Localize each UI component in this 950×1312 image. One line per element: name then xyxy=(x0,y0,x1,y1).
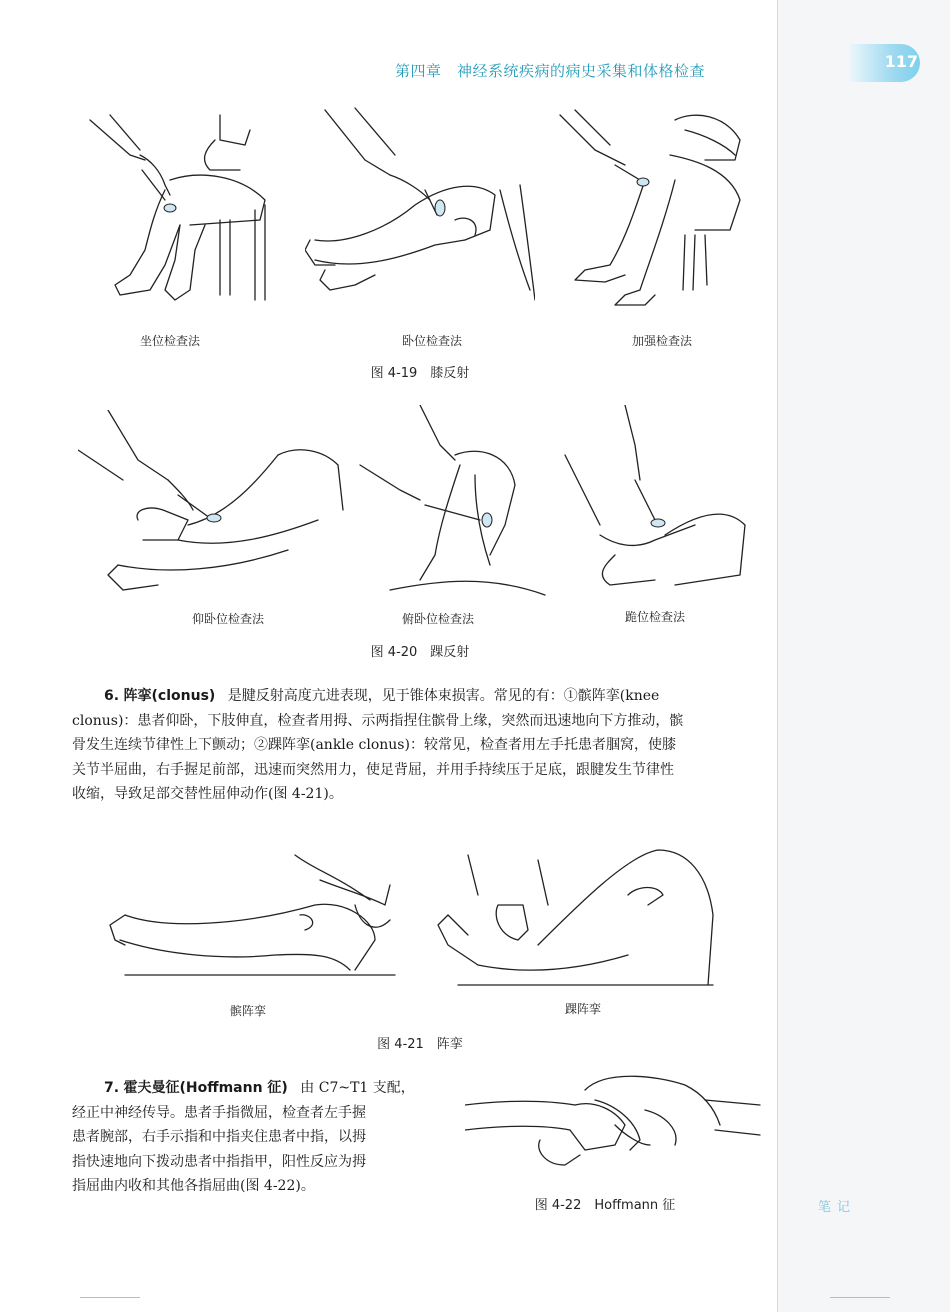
figure-4-19-reinforced xyxy=(555,100,755,315)
hoffmann-line: 由 C7~T1 支配， xyxy=(300,1080,415,1096)
page-number: 117 xyxy=(884,52,918,71)
hoffmann-number: 7. xyxy=(104,1080,120,1096)
footer-rule-left xyxy=(80,1297,140,1298)
hoffmann-line: 患者腕部，右手示指和中指夹住患者中指，以拇 xyxy=(72,1129,366,1145)
clonus-number: 6. xyxy=(104,688,120,704)
figure-4-19-seated xyxy=(70,100,280,315)
figure-4-21-patellar-clonus xyxy=(105,845,405,980)
fig-4-19-caption-supine: 卧位检查法 xyxy=(401,334,462,348)
hoffmann-line: 指屈曲内收和其他各指屈曲(图 4-22)。 xyxy=(72,1178,315,1194)
notes-label: 笔记 xyxy=(818,1200,857,1215)
clonus-line: clonus)：患者仰卧，下肢伸直，检查者用拇、示两指捏住髌骨上缘，突然而迅速地向下方推动，髌 xyxy=(72,712,684,729)
hoffmann-line: 经正中神经传导。患者手指微屈，检查者左手握 xyxy=(72,1104,366,1121)
fig-4-22-title: 图 4-22 Hoffmann 征 xyxy=(534,1198,676,1213)
fig-4-19-caption-reinforced: 加强检查法 xyxy=(631,334,692,348)
figure-4-20-supine xyxy=(78,410,348,605)
clonus-line: 收缩，导致足部交替性屈伸动作(图 4-21)。 xyxy=(72,786,343,802)
fig-4-20-caption-supine: 仰卧位检查法 xyxy=(191,612,264,626)
fig-4-21-caption-ankle: 踝阵挛 xyxy=(564,1002,601,1016)
figure-4-22-hoffmann xyxy=(465,1070,765,1180)
figure-4-19-supine xyxy=(305,100,535,315)
hoffmann-paragraph xyxy=(72,1076,452,1199)
figure-4-21-ankle-clonus xyxy=(428,835,718,995)
fig-4-21-title: 图 4-21 阵挛 xyxy=(377,1037,463,1052)
chapter-header: 第四章 神经系统疾病的病史采集和体格检查 xyxy=(395,62,706,80)
fig-4-21-caption-patellar: 髌阵挛 xyxy=(229,1004,266,1018)
figure-4-20-kneeling xyxy=(555,405,755,600)
fig-4-19-title: 图 4-19 膝反射 xyxy=(370,366,470,381)
fig-4-20-title: 图 4-20 踝反射 xyxy=(370,645,470,660)
clonus-heading: 阵挛(clonus) xyxy=(123,688,216,704)
fig-4-20-caption-kneeling: 跪位检查法 xyxy=(624,610,685,624)
hoffmann-heading: 霍夫曼征(Hoffmann 征) xyxy=(123,1080,288,1096)
clonus-line: 关节半屈曲，右手握足前部，迅速而突然用力，使足背屈，并用手持续压于足底，跟腱发生节律性 xyxy=(72,761,674,778)
clonus-line: 是腱反射高度亢进表现，见于锥体束损害。常见的有：①髌阵挛(knee xyxy=(227,688,660,704)
clonus-line: 骨发生连续节律性上下颤动；②踝阵挛(ankle clonus)：较常见，检查者用左手托患者腘窝，使膝 xyxy=(72,737,676,753)
hoffmann-line: 指快速地向下拨动患者中指指甲，阳性反应为拇 xyxy=(72,1153,366,1170)
fig-4-20-caption-prone: 俯卧位检查法 xyxy=(401,612,474,626)
fig-4-19-caption-seated: 坐位检查法 xyxy=(139,334,200,348)
figure-4-20-prone xyxy=(350,405,550,600)
clonus-paragraph xyxy=(72,684,777,807)
footer-rule-right xyxy=(830,1297,890,1298)
notes-margin xyxy=(777,0,950,1312)
